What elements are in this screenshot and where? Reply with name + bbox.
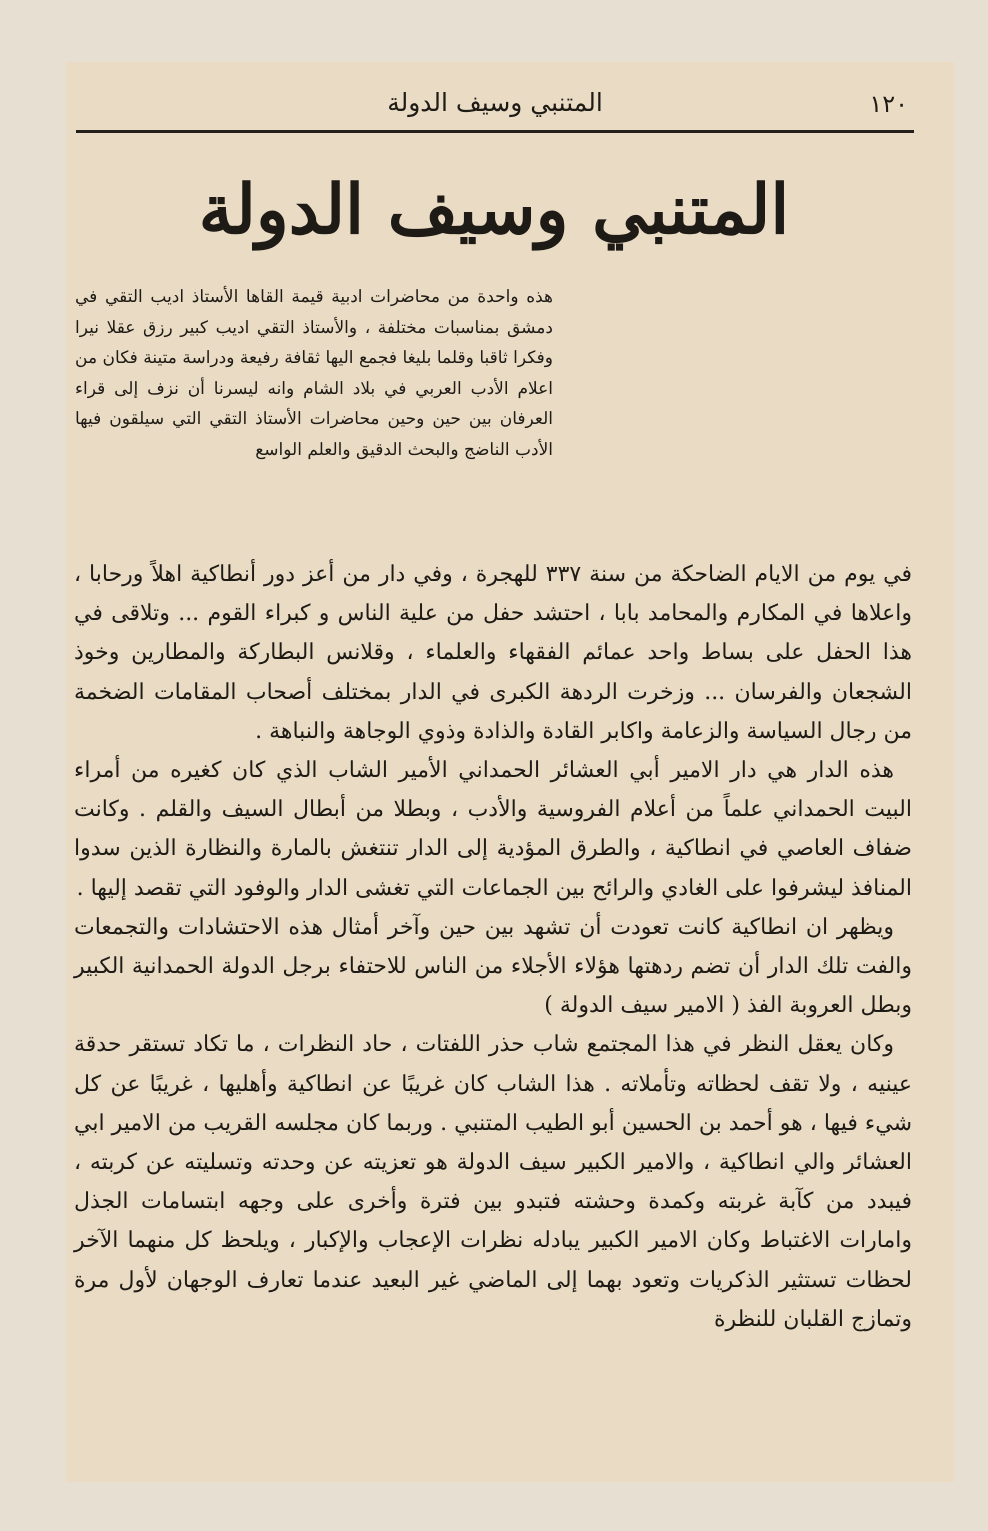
running-title: المتنبي وسيف الدولة	[387, 88, 603, 117]
header-rule	[76, 130, 914, 133]
page-number: ١٢٠	[869, 90, 908, 118]
intro-note: هذه واحدة من محاضرات ادبية قيمة القاها الأستاذ اديب التقي في دمشق بمناسبات مختلفة ، والأستاذ التقي اديب كبير رزق عقلا نيرا وفكرا ثاقبا وقلما بليغا فجمع اليها ثقافة رفيعة ودراسة متينة فكان من اعلام الأدب العربي في بلاد الشام وانه ليسرنا أن نزف إلى قراء العرفان بين حين وحين محاضرات الأستاذ التقي التي سيلقون فيها الأدب الناضج والبحث الدقيق والعلم الواسع	[75, 287, 553, 460]
paragraph-3: ويظهر ان انطاكية كانت تعودت أن تشهد بين حين وآخر أمثال هذه الاحتشادات والتجمعات والفت تلك الدار أن تضم ردهتها هؤلاء الأجلاء من الناس للاحتفاء برجل الدولة الحمدانية الكبير وبطل العروبة الفذ ( الامير سيف الدولة )	[74, 914, 912, 1019]
page-header	[76, 78, 914, 134]
paragraph-4: وكان يعقل النظر في هذا المجتمع شاب حذر اللفتات ، حاد النظرات ، ما تكاد تستقر حدقة عينيه ، ولا تقف لحظاته وتأملاته . هذا الشاب كان غريبًا عن انطاكية وأهليها ، غريبًا عن كل شيء فيها ، هو أحمد بن الحسين أبو الطيب المتنبي . وربما كان مجلسه القريب من الامير ابي العشائر والي انطاكية ، والامير الكبير سيف الدولة هو تعزيته عن وحدته وتسليته عن كربته ، فيبدد من كآبة غربته وكمدة وحشته فتبدو بين فترة وأخرى على وجهه ابتسامات الجذل وامارات الاغتباط وكان الامير الكبير يبادله نظرات الإعجاب والإكبار ، ويلحظ كل منهما الآخر لحظات تستثير الذكريات وتعود بهما إلى الماضي غير البعيد عندما تعارف الوجهان لأول مرة وتمازج القلبان للنظرة	[74, 1032, 912, 1332]
article-body	[74, 555, 912, 1339]
article-title: المتنبي وسيف الدولة	[198, 170, 790, 250]
paragraph-1: في يوم من الايام الضاحكة من سنة ٣٣٧ للهجرة ، وفي دار من أعز دور أنطاكية اهلاً ورحابا ، واعلاها في المكارم والمحامد بابا ، احتشد حفل من علية الناس و كبراء القوم ... وتلاقى في هذا الحفل على بساط واحد عمائم الفقهاء والعلماء ، وقلانس البطاركة والمطارين وخوذ الشجعان والفرسان ... وزخرت الردهة الكبرى في الدار بمختلف أصحاب المقامات الضخمة من رجال السياسة والزعامة واكابر القادة والذادة وذوي الوجاهة والنباهة .	[74, 562, 913, 744]
paragraph-2: هذه الدار هي دار الامير أبي العشائر الحمداني الأمير الشاب الذي كان كغيره من أمراء البيت الحمداني علماً من أعلام الفروسية والأدب ، وبطلا من أبطال السيف والقلم . وكانت ضفاف العاصي في انطاكية ، والطرق المؤدية إلى الدار تنتغش بالمارة والنظارة الذين سدوا المنافذ ليشرفوا على الغادي والرائح بين الجماعات التي تغشى الدار والوفود التي تقصد إليها .	[74, 758, 912, 901]
